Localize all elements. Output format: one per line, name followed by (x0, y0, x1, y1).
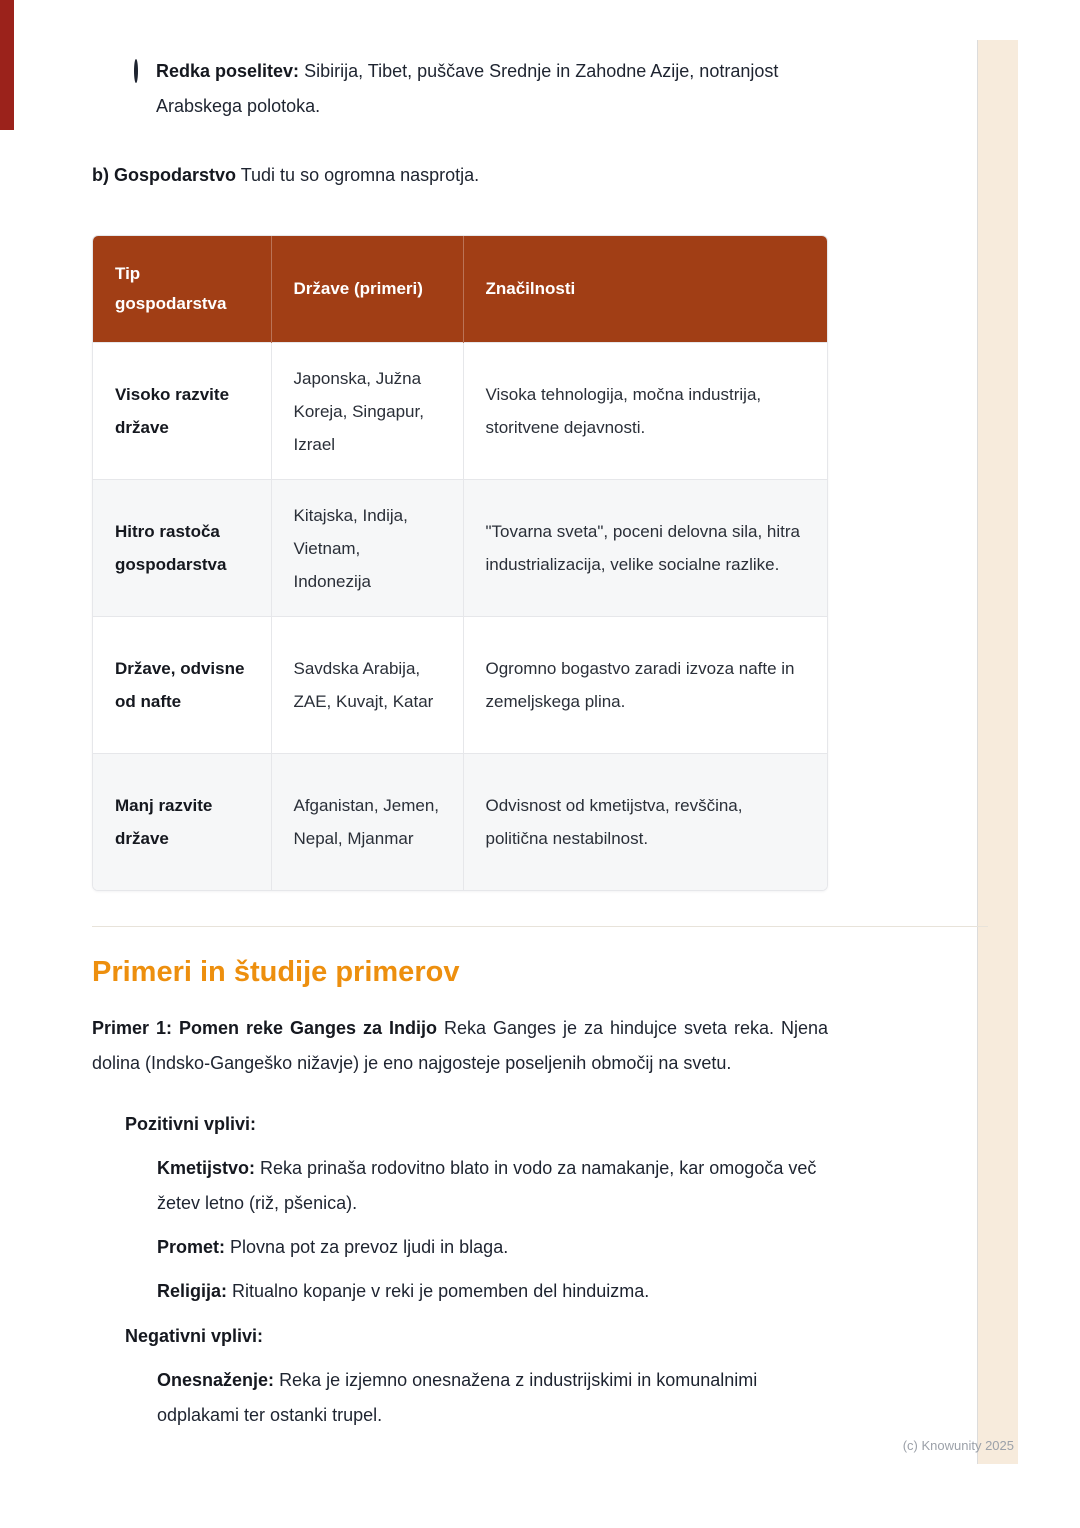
col-header-countries: Države (primeri) (271, 236, 463, 343)
table-row (93, 754, 827, 891)
item-text: Plovna pot za prevoz ljudi in blaga. (230, 1237, 509, 1257)
example-paragraph-text: Reka Ganges je za hindujce sveta reka. Njena dolina (Indsko-Gangeško nižavje) je eno najgosteje poseljenih območij na svetu. (92, 1018, 828, 1073)
item-text: Reka prinaša rodovitno blato in vodo za namakanje, kar omogoča več žetev letno (riž, pšenica). (157, 1158, 817, 1213)
cell-features: "Tovarna sveta", poceni delovna sila, hitra industrializacija, velike socialne razlike. (463, 480, 827, 617)
cell-features: Visoka tehnologija, močna industrija, storitvene dejavnosti. (463, 343, 827, 480)
cell-countries: Japonska, Južna Koreja, Singapur, Izrael (271, 343, 463, 480)
list-item-negative-label (92, 1319, 828, 1354)
cell-countries: Kitajska, Indija, Vietnam, Indonezija (271, 480, 463, 617)
list-item (92, 1274, 828, 1309)
table-row (93, 480, 827, 617)
cell-countries: Savdska Arabija, ZAE, Kuvajt, Katar (271, 617, 463, 754)
col-header-features: Značilnosti (463, 236, 827, 343)
impacts-list (92, 1107, 828, 1433)
page-side-strip (977, 40, 1018, 1464)
cell-countries: Afganistan, Jemen, Nepal, Mjanmar (271, 754, 463, 891)
negative-label: Negativni vplivi: (125, 1326, 264, 1346)
economy-table (92, 235, 828, 891)
positive-label: Pozitivni vplivi: (125, 1114, 257, 1134)
page-content (92, 40, 828, 1433)
list-item (92, 1151, 828, 1221)
example-paragraph (92, 1011, 828, 1081)
item-bold: Religija: (157, 1281, 228, 1301)
table-header-row (93, 236, 827, 343)
table-row (93, 343, 827, 480)
list-item (92, 1230, 828, 1265)
page-edge-accent (0, 0, 14, 130)
section-title: Primeri in študije primerov (92, 956, 460, 988)
circle-bullet-marker (134, 54, 156, 89)
item-bold: Kmetijstvo: (157, 1158, 256, 1178)
cell-features: Odvisnost od kmetijstva, revščina, politična nestabilnost. (463, 754, 827, 891)
economy-paragraph-bold: b) Gospodarstvo (92, 165, 237, 185)
item-text: Ritualno kopanje v reki je pomemben del hinduizma. (232, 1281, 650, 1301)
intro-bullet-bold: Redka poselitev: (156, 61, 300, 81)
cell-type: Manj razvite države (93, 754, 271, 891)
list-item-positive-label (92, 1107, 828, 1142)
cell-type: Hitro rastoča gospodarstva (93, 480, 271, 617)
economy-paragraph-text: Tudi tu so ogromna nasprotja. (240, 165, 480, 185)
section-divider (92, 926, 988, 927)
table-row (93, 617, 827, 754)
economy-paragraph (92, 158, 828, 193)
copyright-note: (c) Knowunity 2025 (902, 1438, 1014, 1453)
cell-type: Države, odvisne od nafte (93, 617, 271, 754)
intro-bullet-item (92, 54, 828, 124)
cell-features: Ogromno bogastvo zaradi izvoza nafte in zemeljskega plina. (463, 617, 827, 754)
intro-bullet-rest: Sibirija, Tibet, puščave Srednje in Zahodne Azije, notranjost Arabskega polotoka. (156, 61, 779, 116)
item-bold: Onesnaženje: (157, 1370, 275, 1390)
list-item (92, 1363, 828, 1433)
item-bold: Promet: (157, 1237, 226, 1257)
cell-type: Visoko razvite države (93, 343, 271, 480)
col-header-type: Tip gospodarstva (93, 236, 271, 343)
example-paragraph-bold: Primer 1: Pomen reke Ganges za Indijo (92, 1018, 437, 1038)
item-text: Reka je izjemno onesnažena z industrijskimi in komunalnimi odplakami ter ostanki trupel. (157, 1370, 758, 1425)
intro-bullet-text (156, 54, 828, 124)
